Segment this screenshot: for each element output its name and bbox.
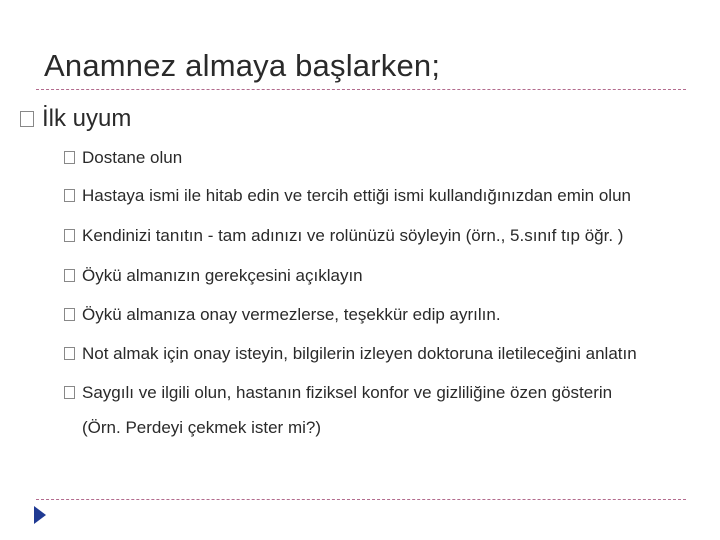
list-item [64, 305, 501, 325]
list-item-text: Hastaya ismi ile hitab edin ve tercih ettiği ismi kullandığınızdan emin olun [82, 186, 631, 205]
square-bullet-icon [64, 308, 75, 321]
footer-divider [36, 499, 686, 500]
list-item [64, 226, 623, 246]
title-divider [36, 89, 686, 90]
list-item-continuation: (Örn. Perdeyi çekmek ister mi?) [82, 418, 321, 437]
list-item-text: Kendinizi tanıtın - tam adınızı ve rolünüzü söyleyin (örn., 5.sınıf tıp öğr. ) [82, 226, 624, 245]
list-item-text: Not almak için onay isteyin, bilgilerin izleyen doktoruna iletileceğini anlatın [82, 344, 637, 363]
list-item-text: Öykü almanıza onay vermezlerse, teşekkür edip ayrılın. [82, 305, 501, 324]
square-bullet-icon [64, 151, 75, 164]
list-item [64, 266, 363, 286]
square-bullet-icon [20, 111, 34, 127]
play-icon[interactable] [34, 506, 46, 524]
list-item [64, 186, 631, 206]
square-bullet-icon [64, 347, 75, 360]
list-item [64, 344, 637, 364]
section-heading-label: İlk uyum [42, 105, 132, 132]
list-item-text: Dostane olun [82, 148, 183, 167]
square-bullet-icon [64, 269, 75, 282]
list-item [64, 148, 182, 168]
section-heading [20, 105, 131, 133]
list-item-text: Öykü almanızın gerekçesini açıklayın [82, 266, 363, 285]
square-bullet-icon [64, 229, 75, 242]
square-bullet-icon [64, 189, 75, 202]
list-item [64, 383, 612, 403]
slide-title: Anamnez almaya başlarken; [44, 48, 441, 83]
square-bullet-icon [64, 386, 75, 399]
list-item-text: Saygılı ve ilgili olun, hastanın fiziksel konfor ve gizliliğine özen gösterin [82, 383, 613, 402]
